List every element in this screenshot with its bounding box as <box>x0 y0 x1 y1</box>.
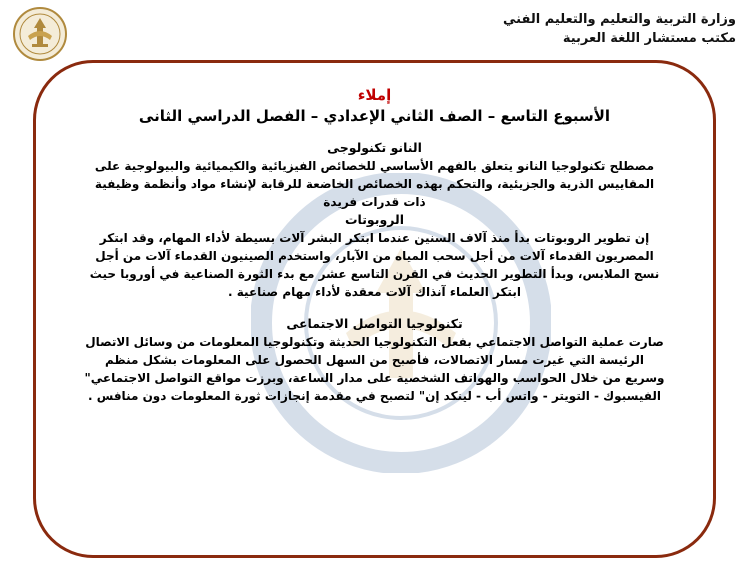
header <box>503 10 736 48</box>
section-heading: تكنولوجيا التواصل الاجتماعى <box>286 316 463 331</box>
ministry-name: وزارة التربية والتعليم والتعليم الفني <box>503 12 736 27</box>
office-name: مكتب مستشار اللغة العربية <box>562 31 736 46</box>
section-heading: الروبوتات <box>344 212 404 227</box>
content-frame <box>33 60 716 558</box>
section-paragraph: إن تطوير الروبوتات بدأ منذ آلاف السنين عندما ابتكر البشر آلات بسيطة لأداء المهام، وقد ابتكر المصريون القدماء آلات من أجل سحب المياه من الآبار، واستخدم الصينيون القدماء آلات من أجل نسج الملابس، وبدأ التطوير الحديث في القرن التاسع عشر مع بدء الثورة الصناعية في أوروبا حيث ابتكر العلماء آنذاك آلات معقدة لأداء مهام صناعية . <box>89 231 660 299</box>
section-heading: النانو تكنولوجى <box>327 140 422 155</box>
section-paragraph: مصطلح تكنولوجيا النانو يتعلق بالفهم الأساسي للخصائص الفيزيائية والكيميائية والبيولوجية على المقاييس الذرية والجزيئية، والتحكم بهذه الخصائص الخاضعة للرقابة لإنشاء مواد وأنظمة وظيفية ذات قدرات فريدة <box>94 159 655 209</box>
document-subtitle: الأسبوع التاسع – الصف الثاني الإعدادي – الفصل الدراسي الثانى <box>138 107 611 125</box>
ministry-emblem-icon <box>10 6 70 62</box>
document-body <box>36 63 713 405</box>
section-paragraph: صارت عملية التواصل الاجتماعي بفعل التكنولوجيا الحديثة وتكنولوجيا المعلومات من وسائل الاتصال الرئيسة التي غيرت مسار الاتصالات، فأصبح من السهل الحصول على المعلومات بشكل منظم وسريع من خلال الحواسب والهواتف الشخصية على مدار الساعة، وبرزت مواقع التواصل الاجتماعي" الفيسبوك - التويتر - واتس أب - لينكد إن" لتصبح في مقدمة إنجازات ثورة المعلومات دون منافس . <box>84 335 665 403</box>
document-title: إملاء <box>357 86 392 104</box>
